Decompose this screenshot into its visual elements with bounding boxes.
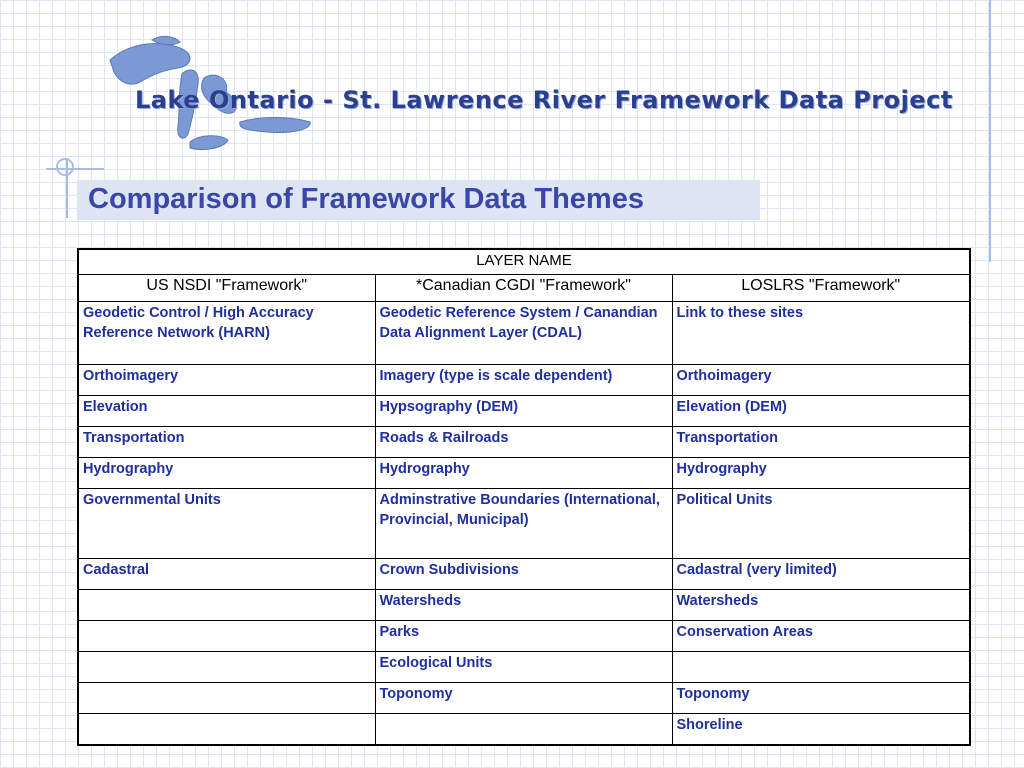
- layer-name-header: LAYER NAME: [78, 249, 970, 275]
- column-header-loslrs: LOSLRS "Framework": [672, 275, 970, 302]
- table-cell: Elevation: [78, 396, 375, 427]
- table-group-header-row: [78, 249, 970, 275]
- table-cell: Crown Subdivisions: [375, 559, 672, 590]
- table-cell: Roads & Railroads: [375, 427, 672, 458]
- table-cell: Link to these sites: [672, 302, 970, 365]
- table-cell: Geodetic Control / High Accuracy Reference Network (HARN): [78, 302, 375, 365]
- slide-title: Comparison of Framework Data Themes: [88, 183, 644, 215]
- table-cell: [375, 714, 672, 745]
- table-cell: Adminstrative Boundaries (International, Provincial, Municipal): [375, 489, 672, 559]
- column-header-canadian-cgdi: *Canadian CGDI "Framework": [375, 275, 672, 302]
- table-cell: Ecological Units: [375, 652, 672, 683]
- table-row: [78, 365, 970, 396]
- table-row: [78, 590, 970, 621]
- decorative-horizontal-line: [46, 168, 104, 170]
- table-cell: Transportation: [78, 427, 375, 458]
- table-cell: Political Units: [672, 489, 970, 559]
- table-cell: Elevation (DEM): [672, 396, 970, 427]
- table-cell: Transportation: [672, 427, 970, 458]
- table-cell: Conservation Areas: [672, 621, 970, 652]
- decorative-circle: [56, 158, 74, 176]
- table-cell: Hydrography: [672, 458, 970, 489]
- decorative-vertical-line: [989, 0, 991, 262]
- table-row: [78, 489, 970, 559]
- table-cell: Imagery (type is scale dependent): [375, 365, 672, 396]
- table-cell: Orthoimagery: [672, 365, 970, 396]
- table-row: [78, 621, 970, 652]
- table-cell: Shoreline: [672, 714, 970, 745]
- column-header-us-nsdi: US NSDI "Framework": [78, 275, 375, 302]
- banner-title: Lake Ontario - St. Lawrence River Framework Data Project: [135, 86, 953, 114]
- table-cell: Watersheds: [375, 590, 672, 621]
- table-cell: [672, 652, 970, 683]
- table-cell: Governmental Units: [78, 489, 375, 559]
- table-cell: Cadastral: [78, 559, 375, 590]
- table-cell: Watersheds: [672, 590, 970, 621]
- table-row: [78, 302, 970, 365]
- table-cell: Hypsography (DEM): [375, 396, 672, 427]
- table-cell: Orthoimagery: [78, 365, 375, 396]
- table-row: [78, 714, 970, 745]
- table-row: [78, 427, 970, 458]
- table-cell: Hydrography: [78, 458, 375, 489]
- table-cell: Toponomy: [672, 683, 970, 714]
- table-cell: [78, 652, 375, 683]
- table-cell: [78, 683, 375, 714]
- table-cell: Cadastral (very limited): [672, 559, 970, 590]
- table-row: [78, 652, 970, 683]
- table-cell: Hydrography: [375, 458, 672, 489]
- table-cell: Parks: [375, 621, 672, 652]
- table-cell: [78, 621, 375, 652]
- table-column-header-row: [78, 275, 970, 302]
- table-row: [78, 559, 970, 590]
- table-cell: [78, 590, 375, 621]
- table-row: [78, 458, 970, 489]
- framework-comparison-table: [77, 248, 971, 746]
- table-row: [78, 683, 970, 714]
- table-cell: Toponomy: [375, 683, 672, 714]
- table-row: [78, 396, 970, 427]
- table-cell: Geodetic Reference System / Canandian Data Alignment Layer (CDAL): [375, 302, 672, 365]
- table-cell: [78, 714, 375, 745]
